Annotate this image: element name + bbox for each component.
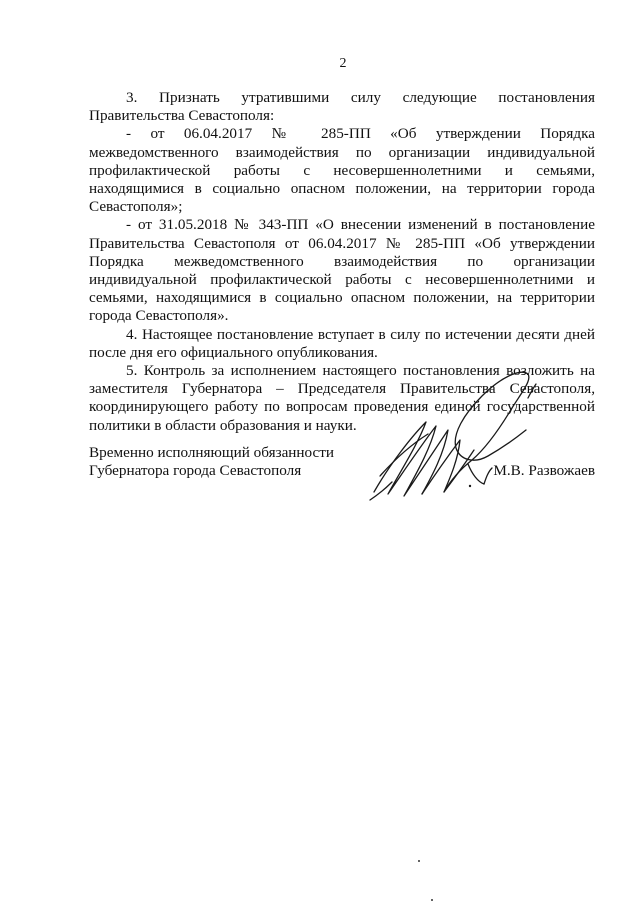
signer-title-line-1: Временно исполняющий обязанности [89,444,335,461]
signer-title [89,444,334,480]
paragraph-3-item: 3. Признать утратившими силу следующие постановления Правительства Севастополя: [89,89,595,125]
repealed-decree-1: - от 06.04.2017 № 285-ПП «Об утверждении Порядка межведомственного взаимодействия по организации индивидуальной профилактической работы с несовершеннолетними и семьями, находящимися в социально опасном положении, на территории города Севастополя»; [89,125,595,216]
handwritten-signature [360,364,560,534]
page-number: 2 [339,56,347,71]
paragraph-5-item: 5. Контроль за исполнением настоящего постановления возложить на заместителя Губернатора – Председателя Правительства Севастополя, координирующего работу по вопросам проведения единой государственной политики в области образования и науки. [89,362,595,434]
paragraph-4-item: 4. Настоящее постановление вступает в силу по истечении десяти дней после дня его официального опубликования. [89,325,595,361]
signer-title-line-2: Губернатора города Севастополя [89,462,302,480]
repealed-decree-2: - от 31.05.2018 № 343-ПП «О внесении изменений в постановление Правительства Севастополя от 06.04.2017 № 285-ПП «Об утверждении Порядка межведомственного взаимодействия по организации индивидуальной профилактической работы с несовершеннолетними и семьями, находящимися в социально опасном положении, на территории города Севастополя». [89,216,595,325]
scan-speck [418,860,420,862]
signer-name: М.В. Развожаев [493,462,595,479]
scan-speck [431,899,433,901]
